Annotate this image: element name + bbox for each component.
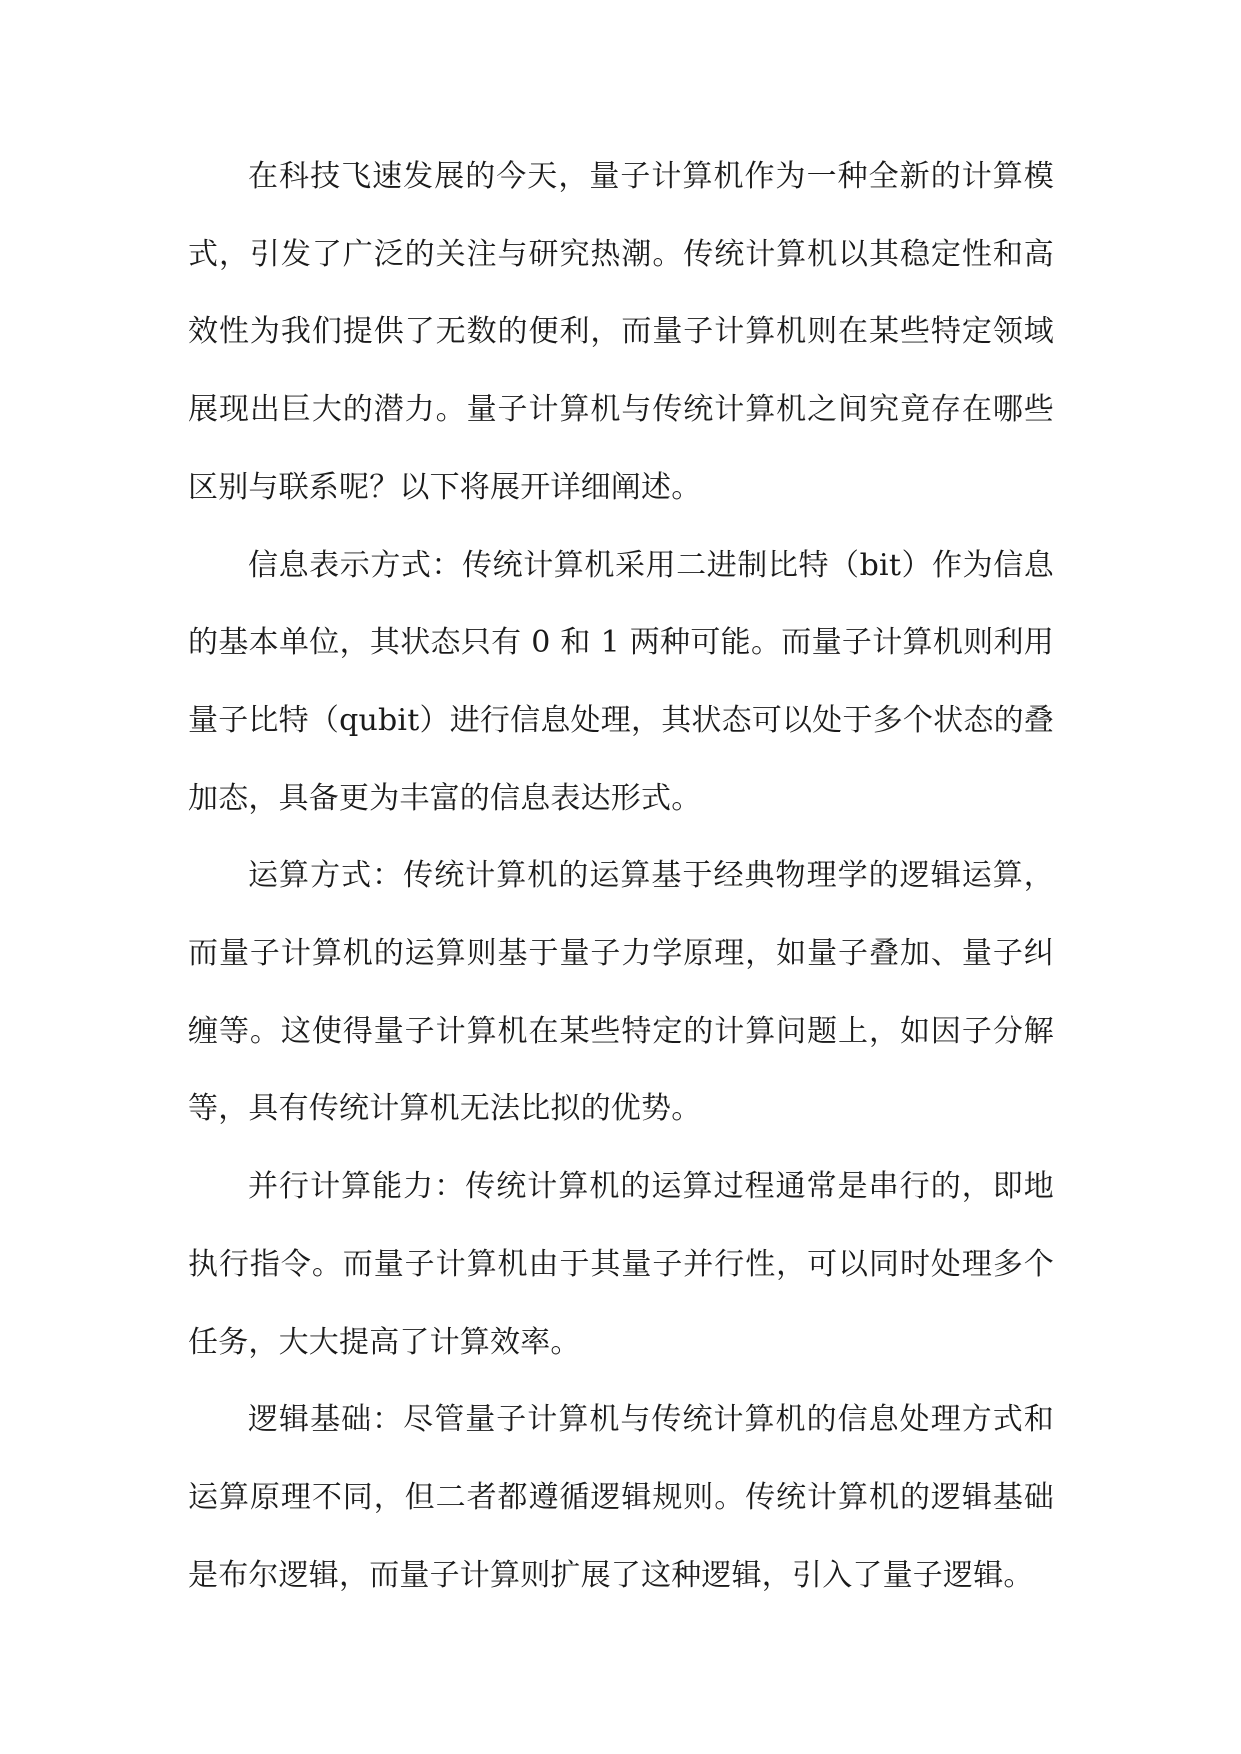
document-body — [188, 138, 1054, 1614]
paragraph-information-representation: 信息表示方式：传统计算机采用二进制比特（bit）作为信息的基本单位，其状态只有 0 和 1 两种可能。而量子计算机则利用量子比特（qubit）进行信息处理，其状态可以处于多个状态的叠加态，具备更为丰富的信息表达形式。 — [188, 547, 1054, 816]
paragraph-computation-method: 运算方式：传统计算机的运算基于经典物理学的逻辑运算，而量子计算机的运算则基于量子力学原理，如量子叠加、量子纠缠等。这使得量子计算机在某些特定的计算问题上，如因子分解等，具有传统计算机无法比拟的优势。 — [188, 858, 1054, 1127]
paragraph-intro: 在科技飞速发展的今天，量子计算机作为一种全新的计算模式，引发了广泛的关注与研究热潮。传统计算机以其稳定性和高效性为我们提供了无数的便利，而量子计算机则在某些特定领域展现出巨大的潜力。量子计算机与传统计算机之间究竟存在哪些区别与联系呢？以下将展开详细阐述。 — [188, 159, 1054, 505]
paragraph-logic-foundation: 逻辑基础：尽管量子计算机与传统计算机的信息处理方式和运算原理不同，但二者都遵循逻辑规则。传统计算机的逻辑基础是布尔逻辑，而量子计算则扩展了这种逻辑，引入了量子逻辑。 — [188, 1402, 1054, 1593]
paragraph-parallel-computing: 并行计算能力：传统计算机的运算过程通常是串行的，即地执行指令。而量子计算机由于其量子并行性，可以同时处理多个任务，大大提高了计算效率。 — [188, 1169, 1054, 1360]
